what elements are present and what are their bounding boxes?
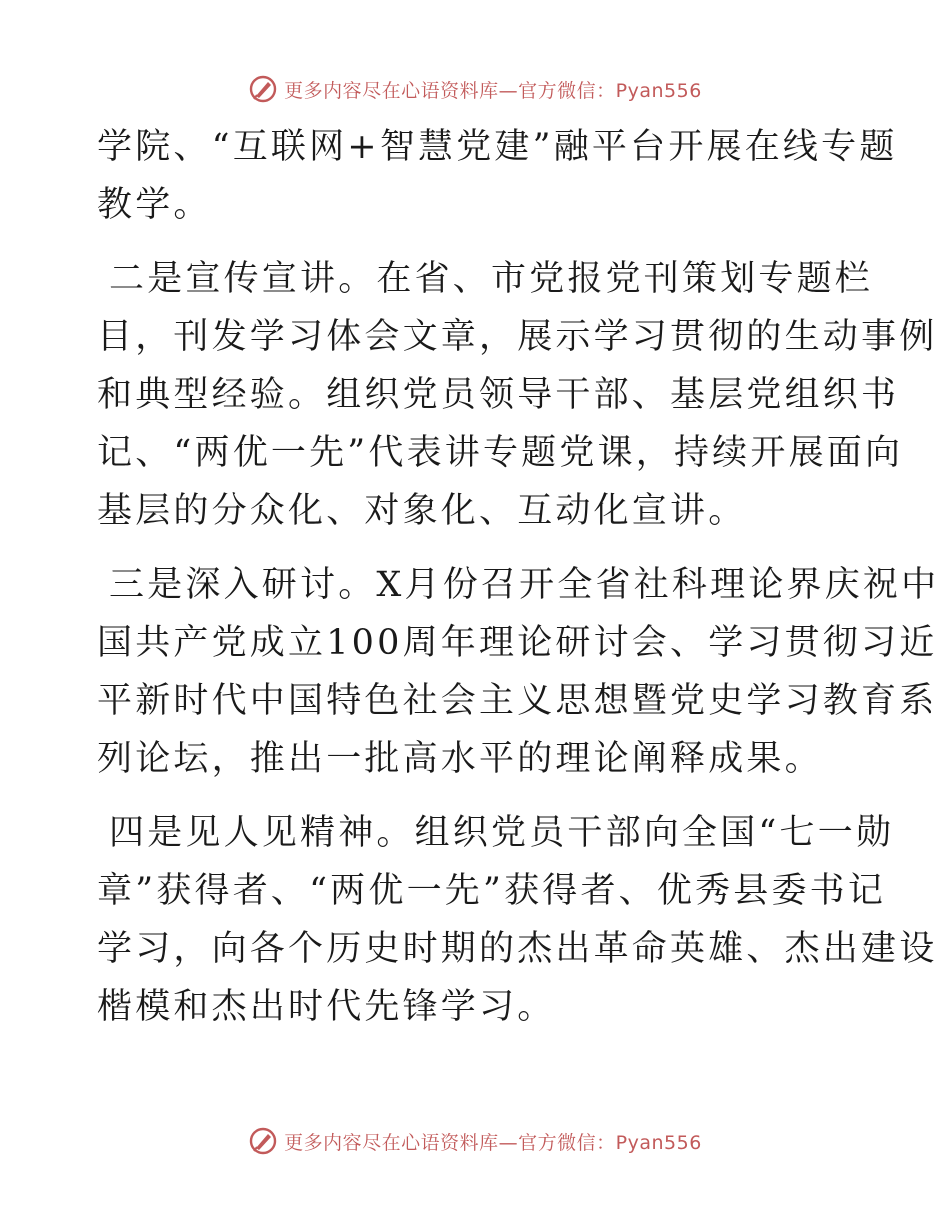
text-line: 教学。 <box>97 185 212 225</box>
text-line: 章”获得者、“两优一先”获得者、优秀县委书记 <box>97 871 887 911</box>
logo-quill-icon <box>248 74 278 104</box>
paragraph-2 <box>97 250 938 540</box>
text-line: 二是宣传宣讲。在省、市党报党刊策划专题栏 <box>109 259 874 299</box>
paragraph-1 <box>97 118 898 234</box>
text-line: 三是深入研讨。X月份召开全省社科理论界庆祝中 <box>109 565 940 605</box>
footer-watermark <box>0 1124 950 1158</box>
text-line: 目，刊发学习体会文章，展示学习贯彻的生动事例 <box>97 317 938 357</box>
watermark-text: 更多内容尽在心语资料库—官方微信：Pyan556 <box>284 1131 702 1154</box>
text-line: 基层的分众化、对象化、互动化宣讲。 <box>97 491 747 531</box>
text-line: 楷模和杰出时代先锋学习。 <box>97 987 556 1027</box>
text-line: 学院、“互联网+智慧党建”融平台开展在线专题 <box>97 127 898 167</box>
document-body <box>97 118 940 1052</box>
watermark-text: 更多内容尽在心语资料库—官方微信：Pyan556 <box>284 79 702 102</box>
paragraph-3 <box>97 556 940 788</box>
text-line: 学习，向各个历史时期的杰出革命英雄、杰出建设 <box>97 929 938 969</box>
paragraph-4 <box>97 804 938 1036</box>
logo-quill-icon <box>248 1126 278 1156</box>
header-watermark <box>0 72 950 106</box>
text-line: 四是见人见精神。组织党员干部向全国“七一勋 <box>109 813 895 853</box>
text-line: 平新时代中国特色社会主义思想暨党史学习教育系 <box>97 681 938 721</box>
text-line: 和典型经验。组织党员领导干部、基层党组织书 <box>97 375 900 415</box>
text-line: 列论坛，推出一批高水平的理论阐释成果。 <box>97 739 823 779</box>
text-line: 国共产党成立100周年理论研讨会、学习贯彻习近 <box>97 623 938 663</box>
text-line: 记、“两优一先”代表讲专题党课，持续开展面向 <box>97 433 904 473</box>
